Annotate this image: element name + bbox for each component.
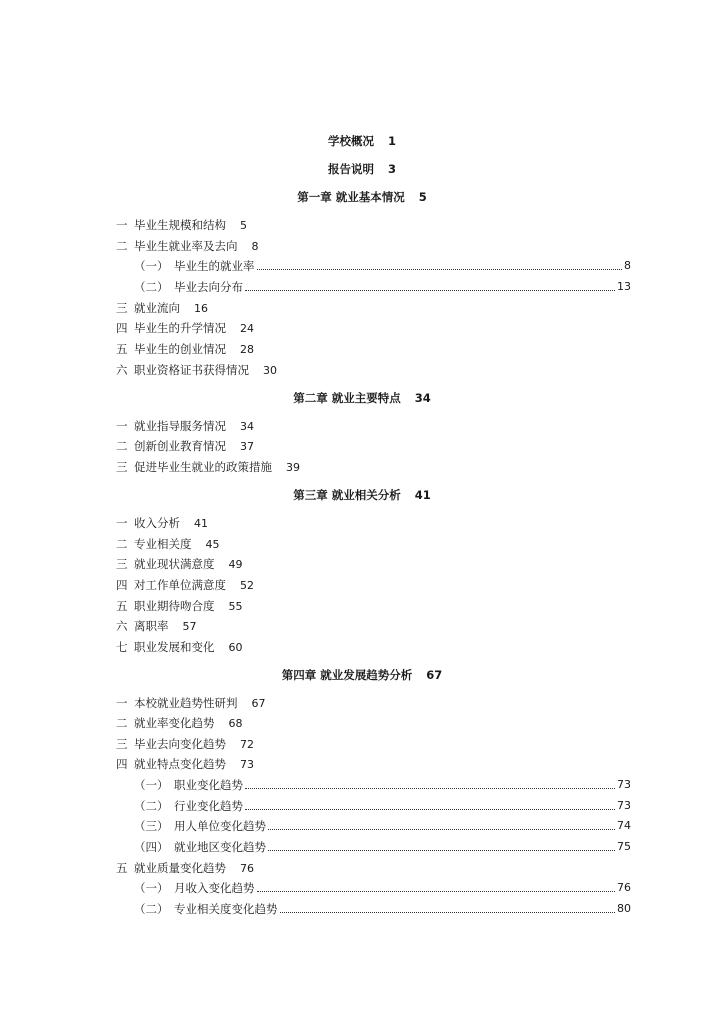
toc-entry-title: 专业相关度 [134, 537, 192, 551]
toc-entry-number: 四 [116, 321, 128, 335]
toc-entry-page: 55 [228, 600, 243, 613]
toc-entry-number: 六 [116, 363, 128, 377]
toc-entry-title: 学校概况 [327, 134, 374, 148]
toc-entry-title: 就业现状满意度 [134, 557, 215, 571]
toc-entry[interactable] [0, 618, 724, 635]
toc-entry[interactable] [0, 901, 631, 917]
toc-entry[interactable] [0, 756, 724, 773]
toc-entry-page: 67 [251, 697, 266, 710]
toc-entry[interactable] [0, 459, 724, 476]
toc-entry-title: 创新创业教育情况 [134, 439, 226, 453]
toc-entry-title: 行业变化趋势 [174, 799, 243, 813]
toc-entry[interactable] [0, 715, 724, 732]
toc-entry-number: 三 [116, 557, 128, 571]
toc-entry-page: 49 [228, 558, 243, 571]
toc-entry-title: 职业期待吻合度 [134, 599, 215, 613]
toc-entry-number: 二 [116, 716, 128, 730]
toc-entry-title: 就业率变化趋势 [134, 716, 215, 730]
toc-entry-number: （一） [134, 881, 169, 895]
toc-entry[interactable] [0, 556, 724, 573]
toc-entry-number: （二） [134, 902, 169, 916]
dot-leader [257, 268, 623, 270]
toc-entry-title: 收入分析 [134, 516, 180, 530]
toc-entry-number: 四 [116, 757, 128, 771]
toc-entry[interactable] [0, 639, 724, 656]
toc-entry-title: 第三章 就业相关分析 [293, 488, 401, 502]
toc-entry-title: 职业发展和变化 [134, 640, 215, 654]
toc-entry-number: （一） [134, 259, 169, 273]
toc-entry-page: 8 [624, 259, 631, 272]
toc-entry[interactable] [0, 438, 724, 455]
toc-entry[interactable] [0, 667, 724, 683]
dot-leader [268, 828, 615, 830]
toc-entry-page: 34 [240, 420, 254, 433]
toc-entry-page: 45 [205, 538, 220, 551]
dot-leader [245, 808, 615, 810]
toc-entry-number: 三 [116, 460, 128, 474]
toc-entry[interactable] [0, 189, 724, 205]
toc-entry-number: 一 [116, 516, 128, 530]
toc-entry-title: 职业变化趋势 [174, 778, 243, 792]
toc-entry-page: 8 [251, 240, 259, 253]
toc-entry-number: 一 [116, 419, 128, 433]
toc-entry-title: 第二章 就业主要特点 [293, 391, 401, 405]
toc-entry-number: 一 [116, 218, 128, 232]
toc-entry-number: （三） [134, 819, 169, 833]
dot-leader [257, 890, 616, 892]
toc-entry-title: 毕业去向分布 [174, 280, 243, 294]
toc-entry-page: 41 [194, 517, 208, 530]
toc-entry-title: 报告说明 [327, 162, 374, 176]
toc-entry[interactable] [0, 598, 724, 615]
toc-entry[interactable] [0, 577, 724, 594]
toc-entry-number: 五 [116, 599, 128, 613]
toc-entry-title: 职业资格证书获得情况 [134, 363, 249, 377]
toc-entry-number: 二 [116, 239, 128, 253]
toc-entry-title: 第四章 就业发展趋势分析 [281, 668, 413, 682]
toc-entry[interactable] [0, 390, 724, 406]
toc-entry-title: 对工作单位满意度 [134, 578, 226, 592]
dot-leader [245, 289, 615, 291]
toc-entry-number: 二 [116, 439, 128, 453]
toc-entry-number: 二 [116, 537, 128, 551]
toc-entry-title: 毕业生就业率及去向 [134, 239, 238, 253]
toc-entry[interactable] [0, 736, 724, 753]
toc-entry[interactable] [0, 217, 724, 234]
dot-leader [280, 911, 616, 913]
toc-entry-title: 毕业生的创业情况 [134, 342, 226, 356]
toc-entry-page: 76 [240, 862, 254, 875]
toc-entry-page: 68 [228, 717, 243, 730]
toc-entry-page: 3 [387, 162, 396, 176]
toc-entry-title: 毕业生的就业率 [174, 259, 255, 273]
toc-entry-title: 离职率 [134, 619, 169, 633]
toc-entry-page: 39 [286, 461, 300, 474]
toc-entry-page: 60 [228, 641, 243, 654]
toc-entry-title: 第一章 就业基本情况 [297, 190, 405, 204]
toc-entry-title: 就业指导服务情况 [134, 419, 226, 433]
toc-entry-page: 73 [617, 799, 631, 812]
toc-entry-page: 52 [240, 579, 254, 592]
toc-entry-page: 75 [617, 840, 631, 853]
toc-entry-page: 5 [240, 219, 247, 232]
toc-entry-page: 57 [182, 620, 197, 633]
toc-entry[interactable] [0, 536, 724, 553]
toc-entry[interactable] [0, 880, 631, 896]
toc-entry-title: 本校就业趋势性研判 [134, 696, 238, 710]
toc-entry-page: 67 [426, 668, 443, 682]
toc-entry-page: 76 [617, 881, 631, 894]
toc-entry[interactable] [0, 695, 724, 712]
toc-entry-page: 72 [240, 738, 254, 751]
toc-entry-number: 四 [116, 578, 128, 592]
toc-entry[interactable] [0, 300, 724, 317]
toc-entry-page: 24 [240, 322, 254, 335]
toc-entry-title: 月收入变化趋势 [174, 881, 255, 895]
toc-entry-title: 毕业生的升学情况 [134, 321, 226, 335]
toc-entry[interactable] [0, 161, 724, 177]
toc-entry-title: 就业地区变化趋势 [174, 840, 266, 854]
toc-entry-number: 五 [116, 861, 128, 875]
toc-entry[interactable] [0, 238, 724, 255]
toc-entry-number: 七 [116, 640, 128, 654]
toc-entry-page: 28 [240, 343, 254, 356]
dot-leader [268, 849, 615, 851]
toc-entry[interactable] [0, 777, 631, 793]
toc-entry[interactable] [0, 418, 724, 435]
toc-entry-page: 73 [617, 778, 631, 791]
toc-entry-page: 30 [263, 364, 277, 377]
toc-entry-page: 73 [240, 758, 254, 771]
toc-entry-title: 就业质量变化趋势 [134, 861, 226, 875]
toc-entry[interactable] [0, 320, 724, 337]
toc-entry[interactable] [0, 362, 724, 379]
toc-entry-number: 一 [116, 696, 128, 710]
toc-entry[interactable] [0, 341, 724, 358]
toc-entry-title: 就业流向 [134, 301, 180, 315]
toc-entry-page: 80 [617, 902, 631, 915]
toc-entry-number: 六 [116, 619, 128, 633]
toc-entry-number: （二） [134, 280, 169, 294]
toc-entry[interactable] [0, 515, 724, 532]
toc-entry[interactable] [0, 860, 724, 877]
toc-entry-page: 37 [240, 440, 254, 453]
toc-entry-page: 1 [387, 134, 396, 148]
toc-entry-number: （一） [134, 778, 169, 792]
toc-entry[interactable] [0, 487, 724, 503]
toc-entry-title: 就业特点变化趋势 [134, 757, 226, 771]
toc-entry[interactable] [0, 818, 631, 834]
toc-entry-page: 16 [194, 302, 208, 315]
toc-entry-number: 三 [116, 737, 128, 751]
toc-entry-title: 毕业生规模和结构 [134, 218, 226, 232]
toc-entry-title: 用人单位变化趋势 [174, 819, 266, 833]
toc-entry[interactable] [0, 258, 631, 274]
toc-entry-number: 五 [116, 342, 128, 356]
dot-leader [245, 787, 615, 789]
toc-entry-page: 5 [418, 190, 427, 204]
toc-entry-title: 专业相关度变化趋势 [174, 902, 278, 916]
toc-entry-title: 促进毕业生就业的政策措施 [134, 460, 272, 474]
toc-entry-number: 三 [116, 301, 128, 315]
toc-entry-number: （二） [134, 799, 169, 813]
toc-entry[interactable] [0, 798, 631, 814]
toc-entry-page: 41 [414, 488, 431, 502]
toc-entry[interactable] [0, 133, 724, 149]
toc-entry[interactable] [0, 279, 631, 295]
toc-entry-page: 13 [617, 280, 631, 293]
toc-entry-page: 34 [414, 391, 431, 405]
toc-entry[interactable] [0, 839, 631, 855]
toc-entry-number: （四） [134, 840, 169, 854]
toc-entry-page: 74 [617, 819, 631, 832]
toc-entry-title: 毕业去向变化趋势 [134, 737, 226, 751]
